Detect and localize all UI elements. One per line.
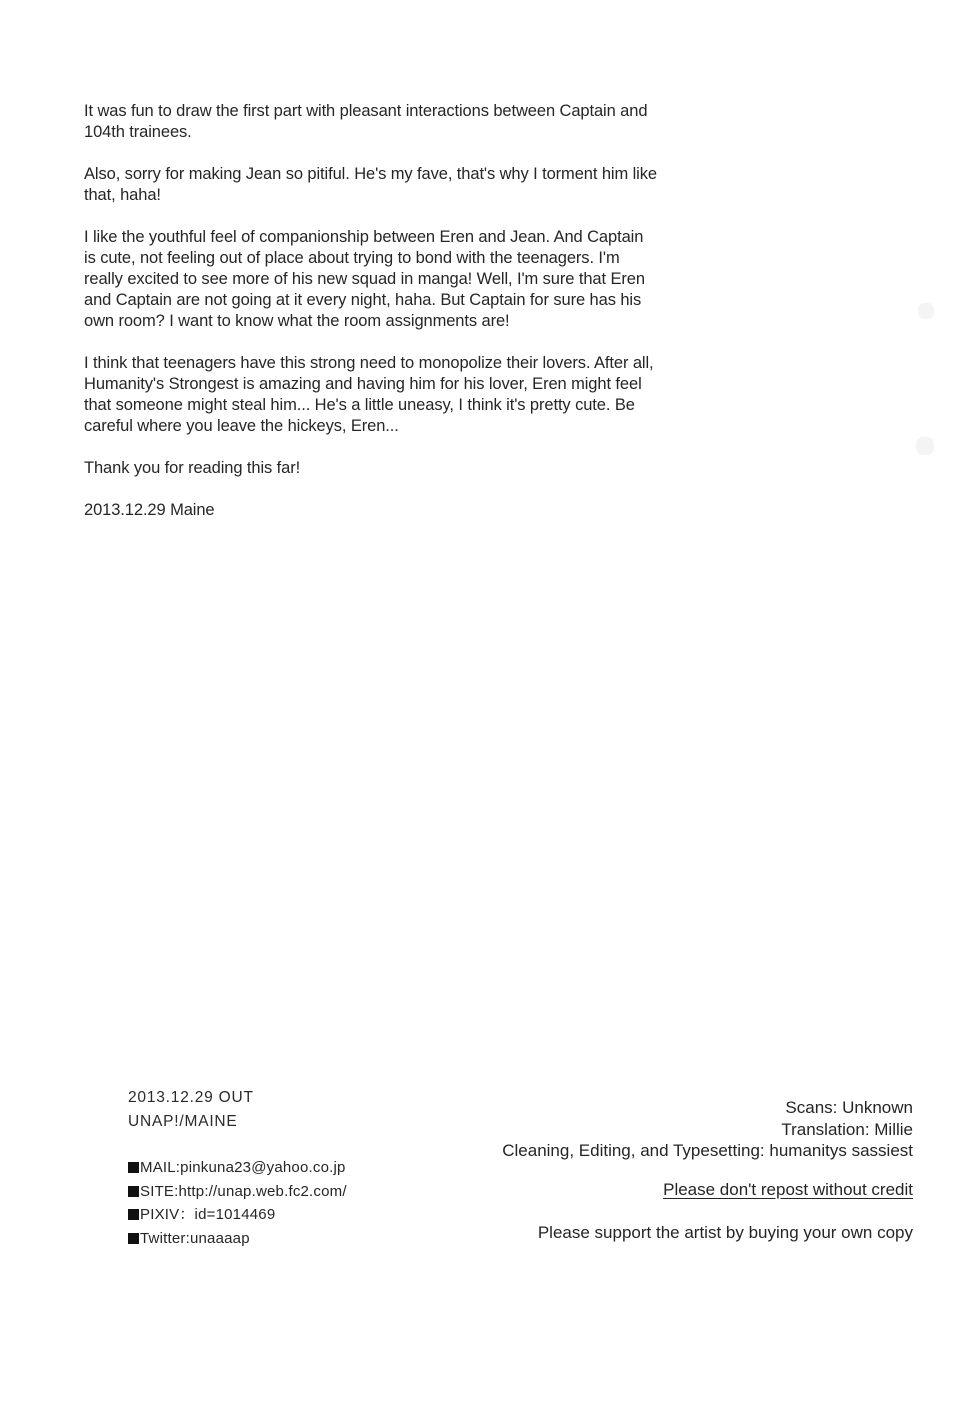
text-line: 104th trainees. xyxy=(84,123,192,141)
scan-artifact xyxy=(916,437,934,455)
afterword-paragraph xyxy=(84,164,724,206)
text-line: It was fun to draw the first part with pleasant interactions between Captain and xyxy=(84,102,648,120)
text-line: that, haha! xyxy=(84,186,161,204)
black-square-icon xyxy=(128,1233,139,1244)
scan-artifact xyxy=(918,303,934,319)
contact-text: SITE:http://unap.web.fc2.com/ xyxy=(140,1182,347,1200)
scanlation-credits-block xyxy=(502,1097,913,1244)
text-line: Thank you for reading this far! xyxy=(84,459,301,477)
contact-text: Twitter:unaaaap xyxy=(140,1229,250,1247)
afterword-paragraph xyxy=(84,101,724,143)
afterword-text-block xyxy=(84,101,724,542)
contact-item-pixiv xyxy=(128,1203,347,1227)
text-line: I like the youthful feel of companionship between Eren and Jean. And Captain xyxy=(84,228,644,246)
translation-credit: Translation: Millie xyxy=(781,1119,913,1139)
text-line: Humanity's Strongest is amazing and having him for his lover, Eren might feel xyxy=(84,375,642,393)
contact-list xyxy=(128,1156,347,1250)
contact-item-mail xyxy=(128,1156,347,1180)
text-line: and Captain are not going at it every night, haha. But Captain for sure has his xyxy=(84,291,642,309)
support-notice: Please support the artist by buying your own copy xyxy=(537,1223,913,1242)
afterword-paragraph xyxy=(84,227,724,332)
date-signature-line xyxy=(84,500,724,521)
contact-text: MAIL:pinkuna23@yahoo.co.jp xyxy=(140,1159,346,1176)
repost-notice: Please don't repost without credit xyxy=(663,1179,913,1199)
text-line: own room? I want to know what the room assignments are! xyxy=(84,312,510,330)
text-line: is cute, not feeling out of place about trying to bond with the teenagers. I'm xyxy=(84,249,620,267)
scans-credit: Scans: Unknown xyxy=(785,1098,913,1117)
text-line: I think that teenagers have this strong need to monopolize their lovers. After all, xyxy=(84,354,654,372)
text-line: careful where you leave the hickeys, Eren... xyxy=(84,417,399,435)
thank-you-line xyxy=(84,458,724,479)
release-date: 2013.12.29 OUT xyxy=(128,1089,254,1106)
text-line: Also, sorry for making Jean so pitiful. He's my fave, that's why I torment him like xyxy=(84,165,657,183)
text-line: 2013.12.29 Maine xyxy=(84,501,215,519)
text-line: really excited to see more of his new squad in manga! Well, I'm sure that Eren xyxy=(84,270,645,288)
black-square-icon xyxy=(128,1209,139,1220)
release-info-block xyxy=(128,1086,347,1250)
circle-name: UNAP!/MAINE xyxy=(128,1113,238,1130)
cleaning-credit: Cleaning, Editing, and Typesetting: humanitys sassiest xyxy=(502,1141,913,1160)
text-line: that someone might steal him... He's a little uneasy, I think it's pretty cute. Be xyxy=(84,396,635,414)
afterword-paragraph xyxy=(84,353,724,437)
black-square-icon xyxy=(128,1186,139,1197)
black-square-icon xyxy=(128,1162,139,1173)
contact-item-twitter xyxy=(128,1227,347,1251)
contact-text: PIXIV：id=1014469 xyxy=(140,1206,276,1223)
contact-item-site xyxy=(128,1180,347,1204)
